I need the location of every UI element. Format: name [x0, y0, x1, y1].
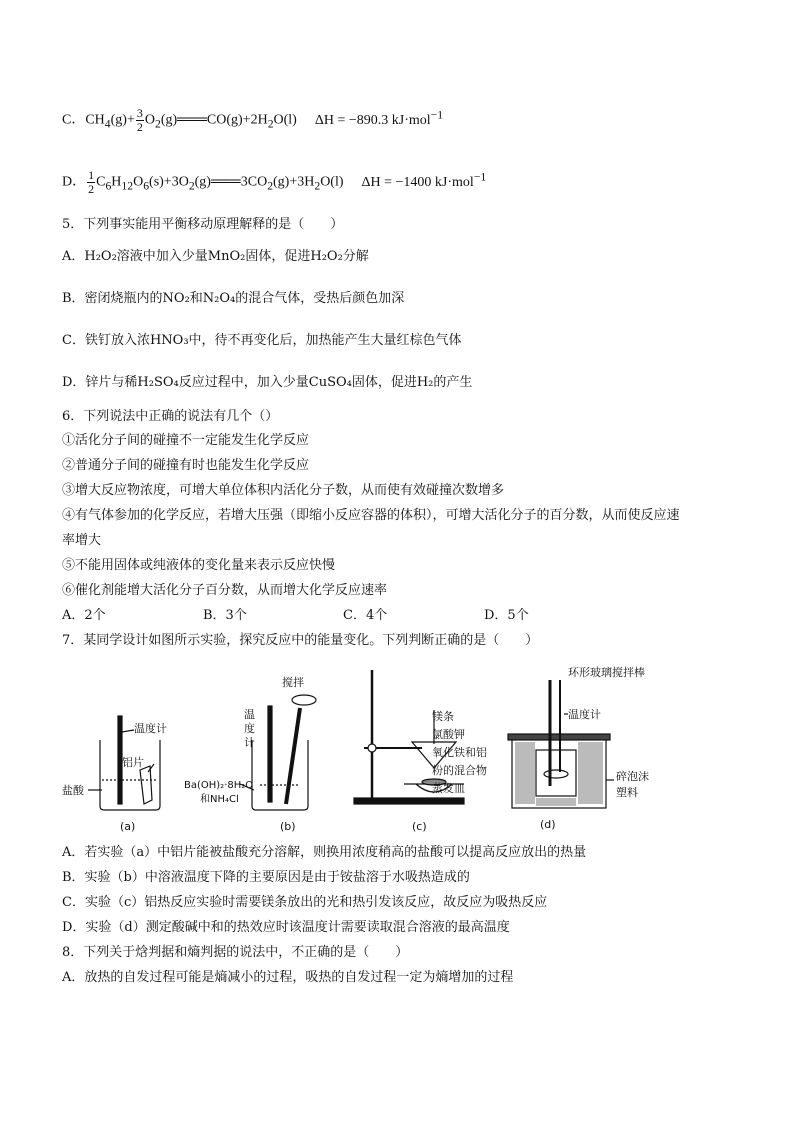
q6-stem: 6．下列说法中正确的说法有几个（）: [62, 409, 279, 424]
caption-a: (a): [120, 820, 136, 833]
label-thermometer-a: 温度计: [134, 722, 167, 735]
label-hydrochloric-acid: 盐酸: [62, 784, 84, 797]
q5-option-c: C．铁钉放入浓HNO₃中，待不再变化后，加热能产生大量红棕色气体: [62, 333, 462, 348]
q6-statement-3: ③增大反应物浓度，可增大单位体积内活化分子数，从而使有效碰撞次数增多: [62, 483, 505, 498]
q6-statement-4-cont: 率增大: [62, 533, 102, 548]
beaker-b: [252, 740, 308, 810]
label-foam-1: 碎泡沫: [616, 770, 649, 783]
enthalpy-value: ΔH = −1400 kJ·mol$^{-1}$: [361, 170, 487, 190]
caption-b: (b): [280, 820, 296, 833]
enthalpy-value: ΔH = −890.3 kJ·mol$^{-1}$: [314, 108, 444, 128]
label-evaporating-dish: 蒸发皿: [432, 782, 465, 795]
q7-option-a: A．若实验（a）中铝片能被盐酸充分溶解，则换用浓度稍高的盐酸可以提高反应放出的热量: [62, 845, 587, 860]
label-aluminum-strip: 铝片: [122, 756, 144, 769]
label-mixture-2: 粉的混合物: [432, 764, 487, 777]
q6-option-a: A．2个: [62, 608, 106, 623]
caption-c: (c): [412, 820, 427, 833]
q6-option-d: D．5个: [484, 608, 529, 623]
q8-stem: 8．下列关于焓判据和熵判据的说法中，不正确的是（ ）: [62, 945, 409, 960]
caption-d: (d): [540, 818, 556, 831]
experiment-figure: [60, 660, 700, 836]
label-thermometer-b-3: 计: [244, 736, 255, 749]
fraction-three-halves: $\frac{3}{2}$: [136, 105, 143, 134]
q6-statement-1: ①活化分子间的碰撞不一定能发生化学反应: [62, 433, 310, 448]
label-kclo3: 氯酸钾: [432, 728, 465, 741]
q6-statement-2: ②普通分子间的碰撞有时也能发生化学反应: [62, 458, 310, 473]
stirring-rod: [286, 708, 300, 804]
q5-stem: 5．下列事实能用平衡移动原理解释的是（ ）: [62, 217, 344, 232]
equation-arrow: ═══: [210, 174, 241, 190]
q6-statement-6: ⑥催化剂能增大活化分子百分数，从而增大化学反应速率: [62, 583, 388, 598]
q8-option-a: A．放热的自发过程可能是熵减小的过程，吸热的自发过程一定为熵增加的过程: [62, 970, 514, 985]
label-foam-2: 塑料: [616, 786, 638, 799]
stand-base: [354, 798, 464, 804]
label-stir: 搅拌: [282, 676, 304, 689]
stirring-motion-icon: [292, 695, 316, 705]
label-reagent-2: 和NH₄Cl: [200, 794, 239, 805]
fraction-one-half: $\frac{1}{2}$: [88, 167, 95, 196]
q7-stem: 7．某同学设计如图所示实验，探究反应中的能量变化。下列判断正确的是（ ）: [62, 633, 539, 648]
equation-arrow: ═══: [177, 112, 207, 128]
q5-option-b: B．密闭烧瓶内的NO₂和N₂O₄的混合气体，受热后颜色加深: [62, 291, 405, 306]
q7-option-c: C．实验（c）铝热反应实验时需要镁条放出的光和热引发该反应，故反应为吸热反应: [62, 895, 548, 910]
q6-statement-4: ④有气体参加的化学反应，若增大压强（即缩小反应容器的体积），可增大活化分子的百分数，从而使反应速: [62, 508, 680, 523]
label-thermometer-b-2: 度: [244, 722, 255, 735]
label-mixture-1: 氧化铁和铝: [432, 746, 487, 759]
q4-option-c: C．$CH_4(g)+$ $\frac{3}{2}$ $O_2(g)═══CO(g)+2H_2O(l) \Delta H = -890.3$ kJ·mol$^{-1}$: [62, 105, 444, 134]
q6-option-b: B．3个: [203, 608, 247, 623]
label-glass-stirrer: 环形玻璃搅拌棒: [568, 666, 645, 679]
q7-option-d: D．实验（d）测定酸碱中和的热效应时该温度计需要读取混合溶液的最高温度: [62, 920, 510, 935]
q6-statement-5: ⑤不能用固体或纯液体的变化量来表示反应快慢: [62, 558, 336, 573]
aluminum-strip: [140, 766, 152, 804]
q5-option-d: D．锌片与稀H₂SO₄反应过程中，加入少量CuSO₄固体，促进H₂的产生: [62, 375, 473, 390]
label-reagent-1: Ba(OH)₂·8H₂O: [184, 780, 254, 791]
label-magnesium: 镁条: [432, 710, 454, 723]
q6-option-c: C．4个: [343, 608, 388, 623]
q7-option-b: B．实验（b）中溶液温度下降的主要原因是由于铵盐溶于水吸热造成的: [62, 870, 470, 885]
q5-option-a: A．H₂O₂溶液中加入少量MnO₂固体，促进H₂O₂分解: [62, 249, 369, 264]
thermometer-b: [268, 706, 272, 802]
label-thermometer-b-1: 温: [244, 708, 255, 721]
label-thermometer-d: 温度计: [568, 708, 601, 721]
inner-beaker: [536, 750, 576, 796]
q4-option-d: D． $\frac{1}{2}$ $C_6H_{12}O_6(s)+3O_2(g)═══3CO_2(g)+3H_2O(l) \Delta H = -1400$ kJ·mol$^{-1}$: [62, 167, 487, 196]
